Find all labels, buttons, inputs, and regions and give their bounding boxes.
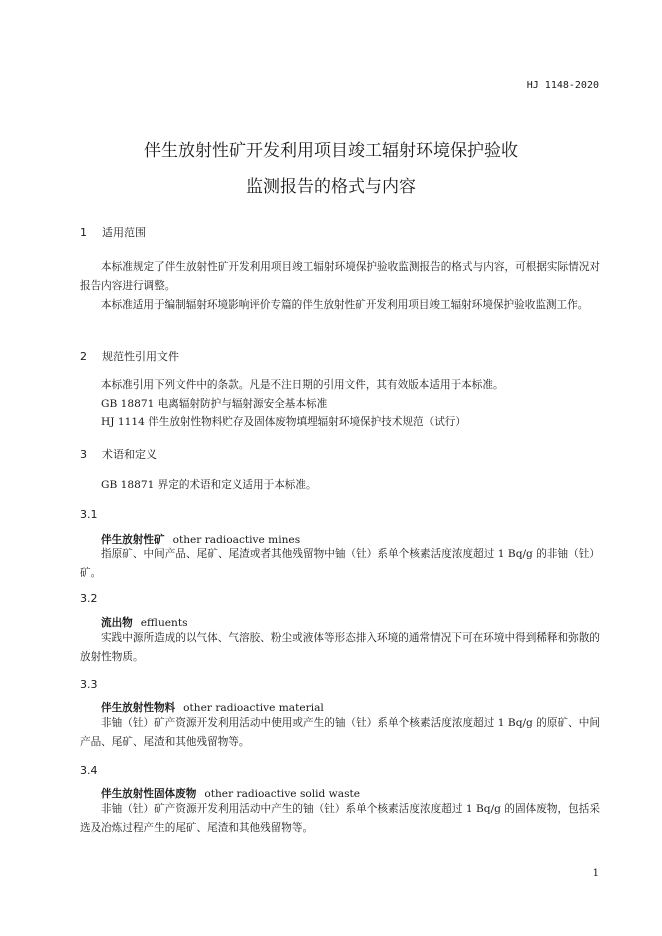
standard-number: HJ 1148-2020 [526,80,599,91]
term-entry [101,615,188,630]
term-zh: 伴生放射性物料 [101,702,176,714]
term-zh: 流出物 [101,617,133,629]
section-title: 术语和定义 [102,448,157,461]
reference-item: HJ 1114 伴生放射性物料贮存及固体废物填埋辐射环境保护技术规范（试行） [101,416,466,428]
section-title: 规范性引用文件 [102,350,179,363]
section-heading-2 [80,348,179,364]
term-en: other radioactive solid waste [204,788,361,800]
term-zh: 伴生放射性矿 [101,534,165,546]
page-number: 1 [592,868,599,879]
term-definition: 非铀（钍）矿产资源开发利用活动中产生的铀（钍）系单个核素活度浓度超过 1 Bq/g 的固体废物，包括采选及冶炼过程产生的尾矿、尾渣和其他残留物等。 [80,803,600,834]
document-title-line2: 监测报告的格式与内容 [246,177,416,197]
term-number: 3.1 [80,508,98,521]
term-en: other radioactive material [183,702,324,714]
term-en: other radioactive mines [172,534,301,546]
paragraph: 本标准适用于编制辐射环境影响评价专篇的伴生放射性矿开发利用项目竣工辐射环境保护验收监测工作。 [101,299,589,311]
section-heading-3 [80,446,157,462]
term-number: 3.2 [80,592,98,605]
paragraph: GB 18871 界定的术语和定义适用于本标准。 [101,479,317,491]
term-en: effluents [140,617,188,629]
term-entry [101,700,324,715]
reference-item: GB 18871 电离辐射防护与辐射源安全基本标准 [101,398,328,410]
paragraph: 本标准规定了伴生放射性矿开发利用项目竣工辐射环境保护验收监测报告的格式与内容，可根据实际情况对报告内容进行调整。 [80,261,600,292]
term-number: 3.3 [80,678,98,691]
section-number: 2 [80,350,87,363]
section-number: 3 [80,448,87,461]
term-entry [101,786,360,801]
term-zh: 伴生放射性固体废物 [101,788,197,800]
section-heading-1 [80,224,146,240]
section-number: 1 [80,226,87,239]
term-definition: 非铀（钍）矿产资源开发利用活动中使用或产生的铀（钍）系单个核素活度浓度超过 1 Bq/g 的原矿、中间产品、尾矿、尾渣和其他残留物等。 [80,717,600,748]
term-definition: 实践中源所造成的以气体、气溶胶、粉尘或液体等形态排入环境的通常情况下可在环境中得到稀释和弥散的放射性物质。 [80,632,600,663]
section-title: 适用范围 [102,226,146,239]
document-title-line1: 伴生放射性矿开发利用项目竣工辐射环境保护验收 [144,141,518,161]
term-number: 3.4 [80,764,98,777]
term-definition: 指原矿、中间产品、尾矿、尾渣或者其他残留物中铀（钍）系单个核素活度浓度超过 1 Bq/g 的非铀（钍）矿。 [80,548,600,579]
paragraph: 本标准引用下列文件中的条款。凡是不注日期的引用文件，其有效版本适用于本标准。 [101,379,504,391]
